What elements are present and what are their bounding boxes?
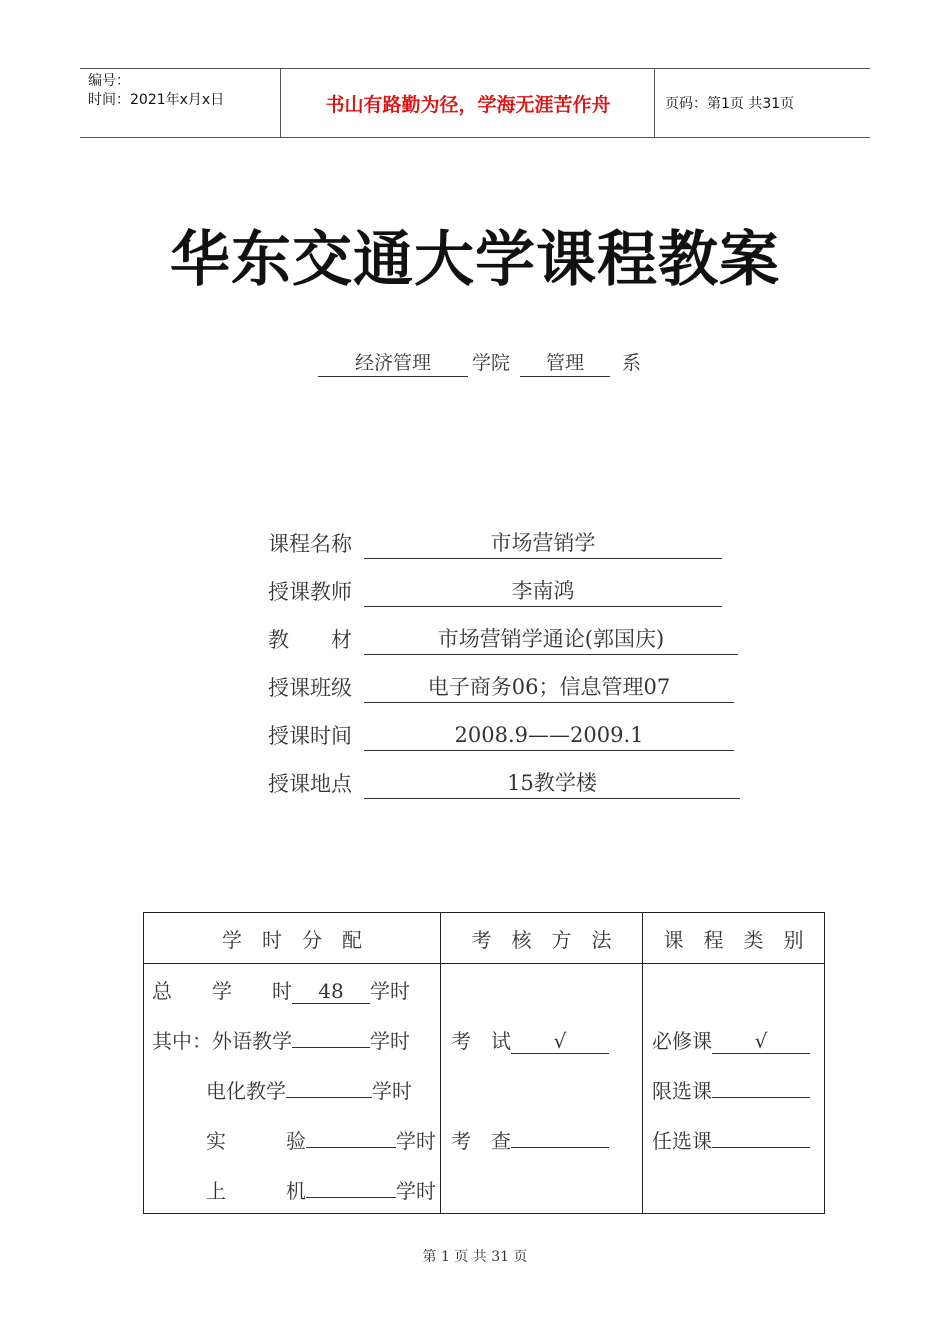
page-footer: 第 1 页 共 31 页 — [422, 1249, 528, 1265]
college-value: 经济管理 — [318, 350, 468, 377]
motto: 书山有路勤为径，学海无涯苦作舟 — [282, 69, 655, 137]
elective-row — [652, 1125, 810, 1154]
header-meta — [80, 69, 281, 137]
info-label: 授课教师 — [268, 580, 352, 604]
info-label: 教 材 — [268, 628, 352, 652]
info-row-textbook — [268, 624, 748, 654]
hours-unit: 学时 — [370, 1029, 410, 1053]
header-assessment: 考 核 方 法 — [471, 927, 612, 952]
info-label: 课程名称 — [268, 532, 352, 556]
multimedia-hours-label: 电化教学 — [206, 1079, 286, 1103]
info-label: 授课班级 — [268, 676, 352, 700]
total-hours-row — [152, 975, 410, 1004]
total-hours-value: 48 — [292, 979, 370, 1004]
document-header — [80, 68, 870, 138]
limited-row — [652, 1075, 810, 1104]
elective-value — [712, 1147, 810, 1148]
info-row-time — [268, 720, 748, 750]
check-value — [511, 1147, 609, 1148]
computer-hours-row — [206, 1175, 436, 1204]
hours-unit: 学时 — [370, 979, 410, 1003]
info-row-course-name — [268, 528, 748, 558]
info-row-class — [268, 672, 748, 702]
info-value: 2008.9——2009.1 — [364, 720, 734, 751]
hours-unit: 学时 — [396, 1179, 436, 1203]
foreign-hours-value — [292, 1047, 370, 1048]
exam-row — [451, 1025, 609, 1054]
hours-unit: 学时 — [396, 1129, 436, 1153]
hours-unit: 学时 — [372, 1079, 412, 1103]
multimedia-hours-row — [206, 1075, 412, 1104]
table-divider — [144, 963, 824, 964]
total-hours-label: 总 学 时 — [152, 979, 292, 1003]
info-row-location — [268, 768, 748, 798]
elective-label: 任选课 — [652, 1129, 712, 1153]
multimedia-hours-value — [286, 1097, 372, 1098]
course-summary-table — [143, 912, 825, 1214]
info-value: 李南鸿 — [364, 576, 722, 607]
page-info: 页码：第1页 共31页 — [665, 96, 795, 112]
foreign-hours-row — [152, 1025, 410, 1054]
limited-value — [712, 1097, 810, 1098]
exam-value: √ — [511, 1029, 609, 1054]
department-line — [318, 348, 641, 377]
experiment-hours-label: 实 验 — [206, 1129, 306, 1153]
computer-hours-label: 上 机 — [206, 1179, 306, 1203]
info-value: 15教学楼 — [364, 768, 740, 799]
time-label: 时间：2021年x月x日 — [88, 92, 225, 108]
info-label: 授课时间 — [268, 724, 352, 748]
dept-value: 管理 — [520, 350, 610, 377]
info-value: 电子商务06；信息管理07 — [364, 672, 734, 703]
computer-hours-value — [306, 1197, 396, 1198]
dept-suffix: 系 — [622, 352, 642, 374]
number-label: 编号： — [88, 73, 130, 89]
limited-label: 限选课 — [652, 1079, 712, 1103]
exam-label: 考 试 — [451, 1029, 511, 1053]
check-row — [451, 1125, 609, 1154]
check-label: 考 查 — [451, 1129, 511, 1153]
required-label: 必修课 — [652, 1029, 712, 1053]
college-suffix: 学院 — [472, 352, 511, 374]
foreign-hours-label: 其中：外语教学 — [152, 1029, 292, 1053]
experiment-hours-row — [206, 1125, 436, 1154]
experiment-hours-value — [306, 1147, 396, 1148]
required-value: √ — [712, 1029, 810, 1054]
page-title: 华东交通大学课程教案 — [170, 225, 780, 295]
info-value: 市场营销学通论(郭国庆) — [364, 624, 738, 655]
info-row-teacher — [268, 576, 748, 606]
info-label: 授课地点 — [268, 772, 352, 796]
header-hours: 学 时 分 配 — [222, 927, 362, 952]
required-row — [652, 1025, 810, 1054]
info-value: 市场营销学 — [364, 528, 722, 559]
header-course-type: 课 程 类 别 — [663, 927, 804, 952]
